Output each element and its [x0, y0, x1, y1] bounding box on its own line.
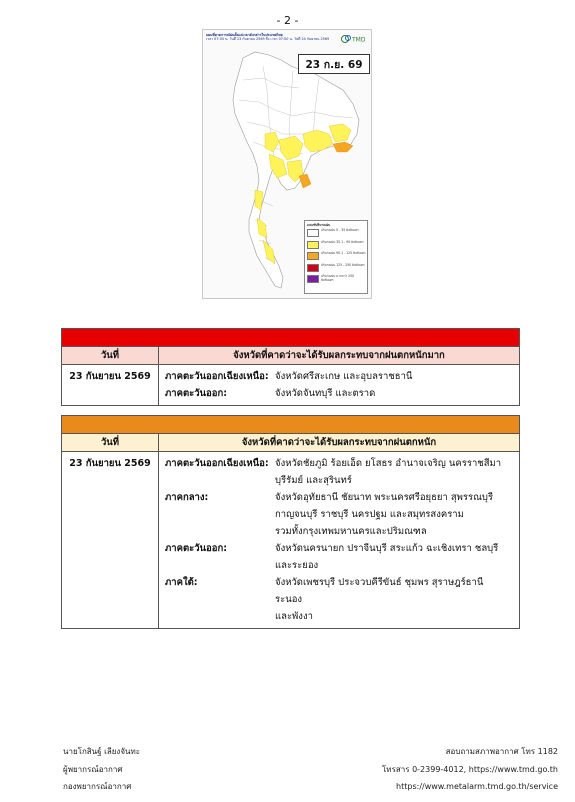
map-legend	[304, 220, 368, 294]
region-line	[165, 368, 513, 385]
map-header-subtitle: เวลา 07:00 น. วันที่ 23 กันยายน 2569 ถึง เวลา 07:00 น. วันที่ 24 กันยายน 2569	[206, 37, 330, 42]
legend-label: ปริมาณฝน 35.1 - 90 มิลลิเมตร	[321, 239, 364, 244]
region-name: ภาคใต้:	[165, 577, 198, 588]
column-header-provinces: จังหวัดที่คาดว่าจะได้รับผลกระทบจากฝนตกหนักมาก	[159, 347, 520, 365]
contact-fax-website[interactable]: โทรสาร 0-2399-4012, https://www.tmd.go.th	[382, 764, 558, 774]
heavy-rain-table	[61, 415, 520, 629]
legend-item	[305, 229, 367, 241]
contact-phone: สอบถามสภาพอากาศ โทร 1182	[445, 747, 558, 756]
province-line: จังหวัดอุทัยธานี ชัยนาท พระนครศรีอยุธยา สุพรรณบุรี	[275, 492, 494, 503]
contact-service-link[interactable]: https://www.metalarm.tmd.go.th/service	[396, 782, 558, 791]
province-line: และพังงา	[275, 611, 313, 622]
page-number: - 2 -	[276, 14, 299, 27]
legend-label: ปริมาณฝน 125 - 250 มิลลิเมตร	[321, 262, 365, 267]
legend-label: ปริมาณฝน 90.1 - 125 มิลลิเมตร	[321, 251, 366, 255]
region-name: ภาคตะวันออก:	[165, 543, 228, 554]
province-line: รวมทั้งกรุงเทพมหานครและปริมณฑล	[275, 526, 427, 537]
region-name: ภาคตะวันออก:	[165, 388, 228, 399]
province-list	[275, 455, 513, 489]
row-date: 23 กันยายน 2569	[62, 365, 159, 406]
footer-contact	[382, 743, 558, 796]
region-line	[165, 574, 513, 625]
very-heavy-rain-table	[61, 328, 520, 406]
table-row	[62, 365, 520, 406]
author-role: ผู้พยากรณ์อากาศ	[63, 764, 123, 774]
row-date: 23 กันยายน 2569	[62, 452, 159, 629]
province-list: จังหวัดศรีสะเกษ และอุบลราชธานี	[275, 371, 413, 382]
author-division: กองพยากรณ์อากาศ	[63, 782, 132, 791]
province-list	[275, 540, 513, 574]
severity-bar-orange	[62, 416, 520, 434]
table-row	[62, 452, 520, 629]
legend-label: ปริมาณฝน มากกว่า 250 มิลลิเมตร	[321, 274, 355, 282]
legend-item	[305, 252, 367, 264]
province-line: และระยอง	[275, 560, 319, 571]
province-line: กาญจนบุรี ราชบุรี นครปฐม และสมุทรสงคราม	[275, 509, 464, 520]
region-line	[165, 540, 513, 574]
map-header-title: แผนที่คาดการณ์ฝนตั้งแต่เวลาดังกล่าวในประเทศไทย	[206, 33, 283, 37]
severity-bar-red	[62, 329, 520, 347]
region-line	[165, 489, 513, 540]
legend-item	[305, 275, 367, 287]
column-header-date: วันที่	[62, 434, 159, 452]
column-header-date: วันที่	[62, 347, 159, 365]
logo-text: TMD	[352, 36, 365, 44]
author-name: นายโกสินฐ์ เลียงจันทะ	[63, 747, 141, 756]
footer-author	[63, 743, 140, 796]
row-regions	[159, 365, 520, 406]
province-line: จังหวัดนครนายก ปราจีนบุรี สระแก้ว ฉะเชิงเทรา ชลบุรี	[275, 543, 499, 554]
province-list	[275, 574, 513, 625]
legend-swatch	[307, 252, 319, 260]
province-line: จังหวัดเพชรบุรี ประจวบคีรีขันธ์ ชุมพร สุราษฎร์ธานี ระนอง	[275, 577, 484, 605]
province-line: บุรีรัมย์ และสุรินทร์	[275, 475, 352, 486]
region-name: ภาคตะวันออกเฉียงเหนือ:	[165, 371, 269, 382]
column-header-provinces: จังหวัดที่คาดว่าจะได้รับผลกระทบจากฝนตกหนัก	[159, 434, 520, 452]
legend-swatch	[307, 264, 319, 272]
region-name: ภาคตะวันออกเฉียงเหนือ:	[165, 458, 269, 469]
region-line	[165, 385, 513, 402]
row-regions	[159, 452, 520, 629]
legend-swatch	[307, 229, 319, 237]
legend-swatch	[307, 275, 319, 283]
region-line	[165, 455, 513, 489]
region-name: ภาคกลาง:	[165, 492, 209, 503]
legend-title: เกณฑ์ปริมาณฝน	[307, 223, 331, 227]
province-list	[275, 489, 513, 540]
legend-swatch	[307, 241, 319, 249]
map-date-label: 23 ก.ย. 69	[298, 54, 370, 74]
province-line: จังหวัดชัยภูมิ ร้อยเอ็ด ยโสธร อำนาจเจริญ นครราชสีมา	[275, 458, 502, 469]
legend-label: ปริมาณฝน 0 - 35 มิลลิเมตร	[321, 228, 359, 232]
province-list: จังหวัดจันทบุรี และตราด	[275, 388, 376, 399]
